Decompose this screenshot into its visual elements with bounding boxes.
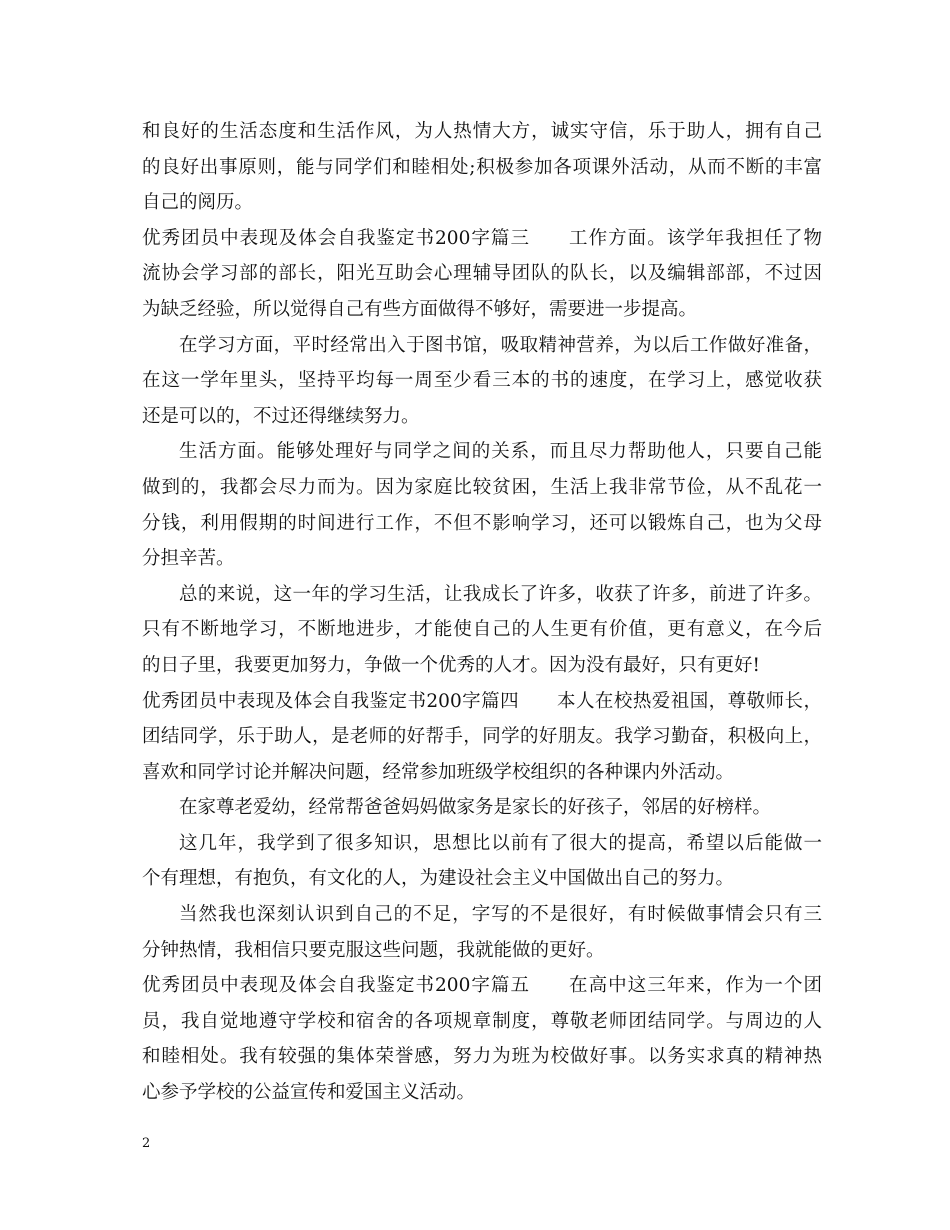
text-line: 分担辛苦。	[142, 548, 235, 570]
text-line: 还是可以的，不过还得继续努力。	[142, 405, 420, 427]
text-line: 优秀团员中表现及体会自我鉴定书200字篇五 在高中这三年来，作为一个团	[142, 975, 822, 997]
text-line: 团结同学，乐于助人，是老师的好帮手，同学的好朋友。我学习勤奋，积极向上，	[142, 726, 822, 748]
text-line: 在这一学年里头，坚持平均每一周至少看三本的书的速度，在学习上，感觉收获	[142, 370, 822, 392]
text-line: 在学习方面，平时经常出入于图书馆，吸取精神营养，为以后工作做好准备，	[179, 334, 822, 356]
text-line: 自己的阅历。	[142, 192, 254, 214]
text-line: 当然我也深刻认识到自己的不足，字写的不是很好，有时候做事情会只有三	[179, 904, 822, 926]
text-line: 个有理想，有抱负，有文化的人，为建设社会主义中国做出自己的努力。	[142, 868, 735, 890]
text-line: 为缺乏经验，所以觉得自己有些方面做得不够好，需要进一步提高。	[142, 298, 698, 320]
text-line: 的日子里，我要更加努力，争做一个优秀的人才。因为没有最好，只有更好!	[142, 654, 760, 676]
text-line: 员，我自觉地遵守学校和宿舍的各项规章制度，尊敬老师团结同学。与周边的人	[142, 1010, 822, 1032]
text-line: 在家尊老爱幼，经常帮爸爸妈妈做家务是家长的好孩子，邻居的好榜样。	[179, 797, 772, 819]
document-page	[142, 114, 822, 1111]
text-line: 和良好的生活态度和生活作风，为人热情大方，诚实守信，乐于助人，拥有自己	[142, 121, 822, 142]
text-line: 优秀团员中表现及体会自我鉴定书200字篇三 工作方面。该学年我担任了物	[142, 227, 822, 249]
text-line: 做到的，我都会尽力而为。因为家庭比较贫困，生活上我非常节俭，从不乱花一	[142, 476, 822, 498]
text-line: 生活方面。能够处理好与同学之间的关系，而且尽力帮助他人，只要自己能	[179, 441, 822, 463]
text-line: 的良好出事原则，能与同学们和睦相处;积极参加各项课外活动，从而不断的丰富	[142, 156, 822, 178]
text-line: 这几年，我学到了很多知识，思想比以前有了很大的提高，希望以后能做一	[179, 832, 822, 854]
text-line: 优秀团员中表现及体会自我鉴定书200字篇四 本人在校热爱祖国，尊敬师长，	[142, 690, 822, 712]
text-line: 分钟热情，我相信只要克服这些问题，我就能做的更好。	[142, 939, 605, 961]
text-line: 分钱，利用假期的时间进行工作，不但不影响学习，还可以锻炼自己，也为父母	[142, 512, 822, 534]
text-line: 喜欢和同学讨论并解决问题，经常参加班级学校组织的各种课内外活动。	[142, 761, 735, 783]
text-line: 流协会学习部的部长，阳光互助会心理辅导团队的队长，以及编辑部部，不过因	[142, 263, 822, 285]
text-line: 只有不断地学习，不断地进步，才能使自己的人生更有价值，更有意义，在今后	[142, 619, 822, 641]
text-line: 和睦相处。我有较强的集体荣誉感，努力为班为校做好事。以务实求真的精神热	[142, 1046, 822, 1068]
text-line: 总的来说，这一年的学习生活，让我成长了许多，收获了许多，前进了许多。	[179, 583, 822, 605]
page-number: 2	[142, 1136, 151, 1151]
text-line: 心参予学校的公益宣传和爱国主义活动。	[142, 1082, 476, 1104]
